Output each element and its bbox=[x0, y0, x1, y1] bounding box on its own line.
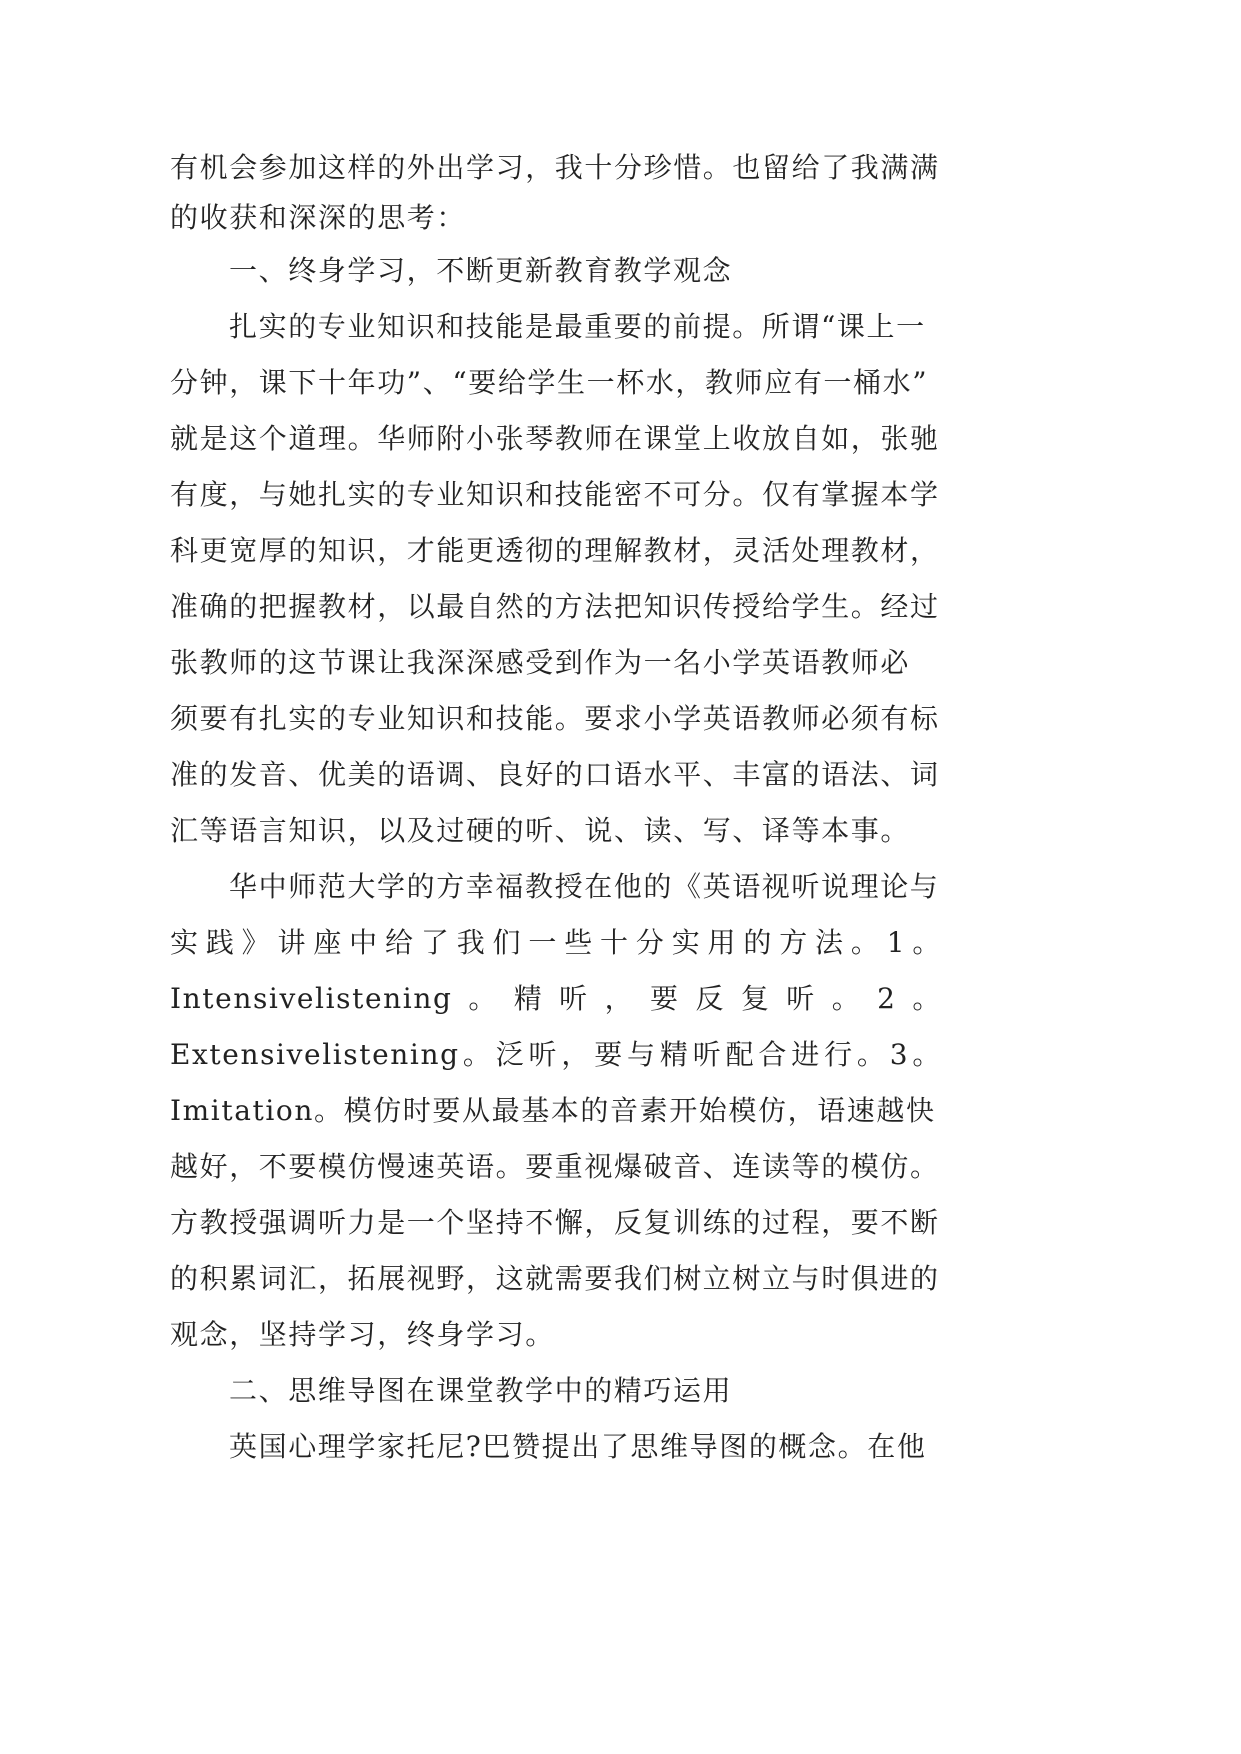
text-line: 就是这个道理。华师附小张琴教师在课堂上收放自如，张驰 bbox=[170, 422, 940, 455]
paragraph bbox=[170, 1419, 950, 1475]
text-line: 扎实的专业知识和技能是最重要的前提。所谓“课上一 bbox=[229, 310, 926, 343]
text-line: 张教师的这节课让我深深感受到作为一名小学英语教师必 bbox=[170, 646, 911, 679]
text-line: 科更宽厚的知识，才能更透彻的理解教材，灵活处理教材， bbox=[170, 534, 940, 567]
section-heading bbox=[170, 243, 950, 299]
document-page bbox=[170, 143, 950, 1475]
text-line: 汇等语言知识，以及过硬的听、说、读、写、译等本事。 bbox=[170, 814, 911, 847]
text-line: 越好，不要模仿慢速英语。要重视爆破音、连读等的模仿。 bbox=[170, 1150, 940, 1183]
text-line: 准的发音、优美的语调、良好的口语水平、丰富的语法、词 bbox=[170, 758, 940, 791]
text-line: 方教授强调听力是一个坚持不懈，反复训练的过程，要不断 bbox=[170, 1206, 940, 1239]
text-line: Intensivelistening。精听，要反复听。2。 bbox=[170, 982, 942, 1015]
text-line: 实践》讲座中给了我们一些十分实用的方法。1。 bbox=[170, 926, 942, 959]
section-heading-text: 二、思维导图在课堂教学中的精巧运用 bbox=[229, 1374, 733, 1407]
section-heading-text: 一、终身学习，不断更新教育教学观念 bbox=[229, 254, 733, 287]
section-heading bbox=[170, 1363, 950, 1419]
text-line: Extensivelistening。泛听，要与精听配合进行。3。 bbox=[170, 1038, 942, 1071]
paragraph bbox=[170, 859, 950, 1363]
text-line: 有度，与她扎实的专业知识和技能密不可分。仅有掌握本学 bbox=[170, 478, 940, 511]
text-line: 分钟，课下十年功”、“要给学生一杯水，教师应有一桶水” bbox=[170, 366, 929, 399]
text-line: 须要有扎实的专业知识和技能。要求小学英语教师必须有标 bbox=[170, 702, 940, 735]
paragraph bbox=[170, 143, 950, 243]
text-line: 观念，坚持学习，终身学习。 bbox=[170, 1318, 555, 1351]
text-line: 的收获和深深的思考： bbox=[170, 201, 467, 234]
text-line: 有机会参加这样的外出学习，我十分珍惜。也留给了我满满 bbox=[170, 151, 940, 184]
text-line: 英国心理学家托尼?巴赞提出了思维导图的概念。在他 bbox=[229, 1430, 927, 1463]
text-line: 准确的把握教材，以最自然的方法把知识传授给学生。经过 bbox=[170, 590, 940, 623]
text-line: 的积累词汇，拓展视野，这就需要我们树立树立与时俱进的 bbox=[170, 1262, 940, 1295]
text-line: 华中师范大学的方幸福教授在他的《英语视听说理论与 bbox=[229, 870, 940, 903]
text-line: Imitation。模仿时要从最基本的音素开始模仿，语速越快 bbox=[170, 1094, 936, 1127]
paragraph bbox=[170, 299, 950, 859]
